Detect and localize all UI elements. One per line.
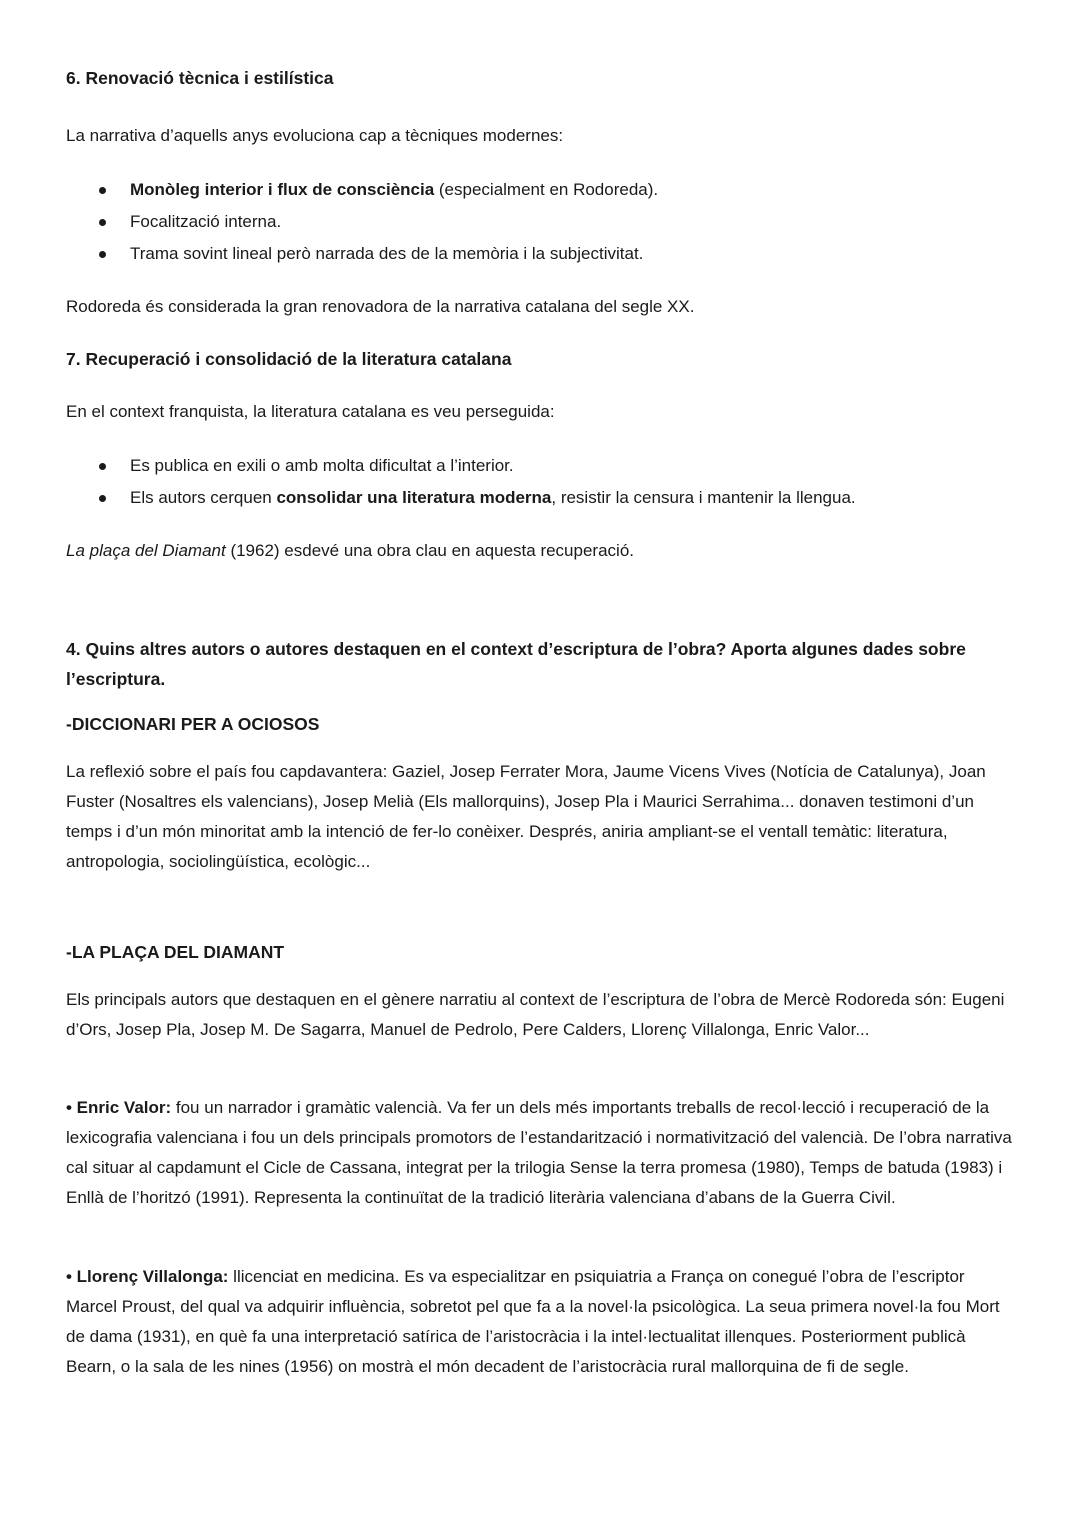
diccionari-heading: -DICCIONARI PER A OCIOSOS [66,714,320,734]
bullet-text: Trama sovint lineal però narrada des de la memòria i la subjectivitat. [130,244,644,263]
section-7-list [66,450,1016,514]
bullet-bold: consolidar una literatura moderna [276,488,552,507]
bullet-bold: Monòleg interior i flux de consciència [130,180,435,199]
placa-paragraph: Els principals autors que destaquen en el gènere narratiu al context de l’escriptura de l’obra de Mercè Rodoreda són: Eugeni d’Ors, Josep Pla, Josep M. De Sagarra, Manuel de Pedrolo, Pere Calders, Llorenç Villalonga, Enric Valor... [66,990,1005,1039]
list-item [66,238,1016,270]
bullet-text: , resistir la censura i mantenir la llengua. [551,488,856,507]
author-text: llicenciat en medicina. Es va especialitzar en psiquiatria a França on conegué l’obra de l’escriptor Marcel Proust, del qual va adquirir influència, sobretot pel que fa a la novel·la psicològica. La seua primera novel·la fou Mort de dama (1931), en què fa una interpretació satírica de l’aristocràcia i la intel·lectualitat illenques. Posteriorment publicà Bearn, o la sala de les nines (1956) on mostrà el món decadent de l’aristocràcia rural mallorquina de fi de segle. [66,1267,1000,1376]
list-item [66,450,1016,482]
section-6-list [66,174,1016,270]
bullet-text: (especialment en Rodoreda). [434,180,659,199]
author-llorenc-villalonga [66,1262,1016,1382]
work-title: La plaça del Diamant [66,541,226,560]
section-7-closing [66,536,1016,566]
section-6-intro: La narrativa d’aquells anys evoluciona cap a tècniques modernes: [66,126,564,145]
section-6-heading: 6. Renovació tècnica i estilística [66,68,334,88]
list-item [66,482,1016,514]
section-6-closing: Rodoreda és considerada la gran renovadora de la narrativa catalana del segle XX. [66,297,695,316]
section-7-heading: 7. Recuperació i consolidació de la literatura catalana [66,349,512,369]
list-item [66,206,1016,238]
bullet-text: Es publica en exili o amb molta dificultat a l’interior. [130,456,514,475]
question-4-heading: 4. Quins altres autors o autores destaquen en el context d’escriptura de l’obra? Aporta algunes dades sobre l’escriptura. [66,639,966,689]
bullet-pre: Els autors cerquen [130,488,277,507]
closing-text: (1962) esdevé una obra clau en aquesta recuperació. [225,541,634,560]
section-7-intro: En el context franquista, la literatura catalana es veu perseguida: [66,402,555,421]
author-name: • Llorenç Villalonga: [66,1267,229,1286]
author-text: fou un narrador i gramàtic valencià. Va fer un dels més importants treballs de recol·lecció i recuperació de la lexicografia valenciana i fou un dels principals promotors de l’estandarització i normativització del valencià. De l’obra narrativa cal situar al capdamunt el Cicle de Cassana, integrat per la trilogia Sense la terra promesa (1980), Temps de batuda (1983) i Enllà de l’horitzó (1991). Representa la continuïtat de la tradició literària valenciana d’abans de la Guerra Civil. [66,1098,1012,1207]
list-item [66,174,1016,206]
placa-heading: -LA PLAÇA DEL DIAMANT [66,942,285,962]
bullet-text: Focalització interna. [130,212,282,231]
author-name: • Enric Valor: [66,1098,172,1117]
author-enric-valor [66,1093,1016,1213]
diccionari-paragraph: La reflexió sobre el país fou capdavantera: Gaziel, Josep Ferrater Mora, Jaume Vicens Vives (Notícia de Catalunya), Joan Fuster (Nosaltres els valencians), Josep Melià (Els mallorquins), Josep Pla i Maurici Serrahima... donaven testimoni d’un temps i d’un món minoritat amb la intenció de fer-lo conèixer. Després, aniria ampliant-se el ventall temàtic: literatura, antropologia, sociolingüística, ecològic... [66,762,986,871]
